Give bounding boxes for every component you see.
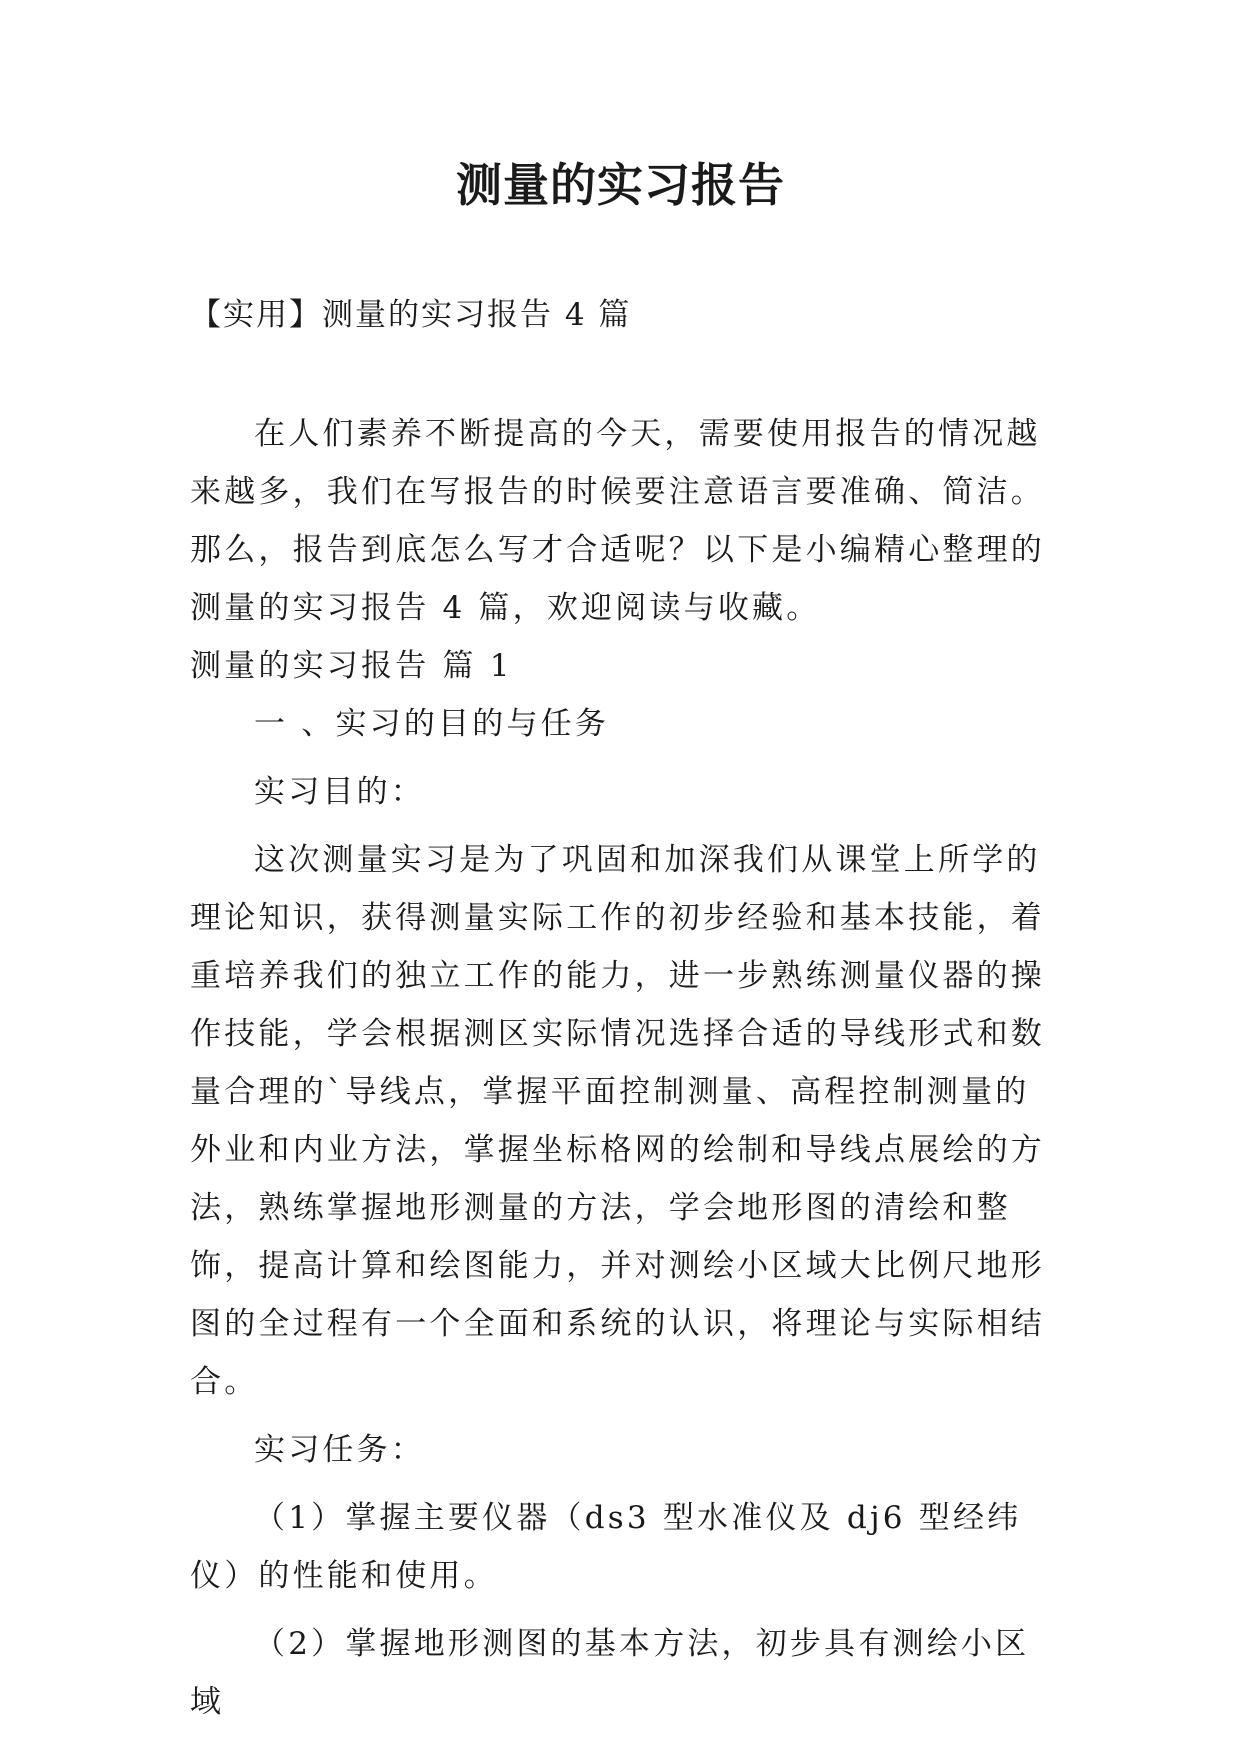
document-body — [190, 405, 1052, 1731]
section-heading: 测量的实习报告 篇 1 — [190, 648, 513, 684]
intro-paragraph: 在人们素养不断提高的今天，需要使用报告的情况越来越多，我们在写报告的时候要注意语言要准确、简洁。那么，报告到底怎么写才合适呢？以下是小编精心整理的测量的实习报告 4 篇，欢迎阅读与收藏。 — [190, 416, 1045, 626]
subsection-heading: 一 、实习的目的与任务 — [254, 706, 610, 742]
document-subtitle: 【实用】测量的实习报告 4 篇 — [190, 297, 632, 333]
task-item-2: （2）掌握地形测图的基本方法，初步具有测绘小区域 — [190, 1626, 1030, 1720]
purpose-label: 实习目的： — [254, 774, 425, 810]
task-item-1: （1）掌握主要仪器（ds3 型水准仪及 dj6 型经纬仪）的性能和使用。 — [190, 1500, 1022, 1594]
task-label: 实习任务： — [254, 1432, 425, 1468]
purpose-paragraph: 这次测量实习是为了巩固和加深我们从课堂上所学的理论知识，获得测量实际工作的初步经验和基本技能，着重培养我们的独立工作的能力，进一步熟练测量仪器的操作技能，学会根据测区实际情况选择合适的导线形式和数量合理的`导线点，掌握平面控制测量、高程控制测量的外业和内业方法，掌握坐标格网的绘制和导线点展绘的方法，熟练掌握地形测量的方法，学会地形图的清绘和整饰，提高计算和绘图能力，并对测绘小区域大比例尺地形图的全过程有一个全面和系统的认识，将理论与实际相结合。 — [190, 842, 1045, 1400]
document-title: 测量的实习报告 — [456, 158, 785, 212]
